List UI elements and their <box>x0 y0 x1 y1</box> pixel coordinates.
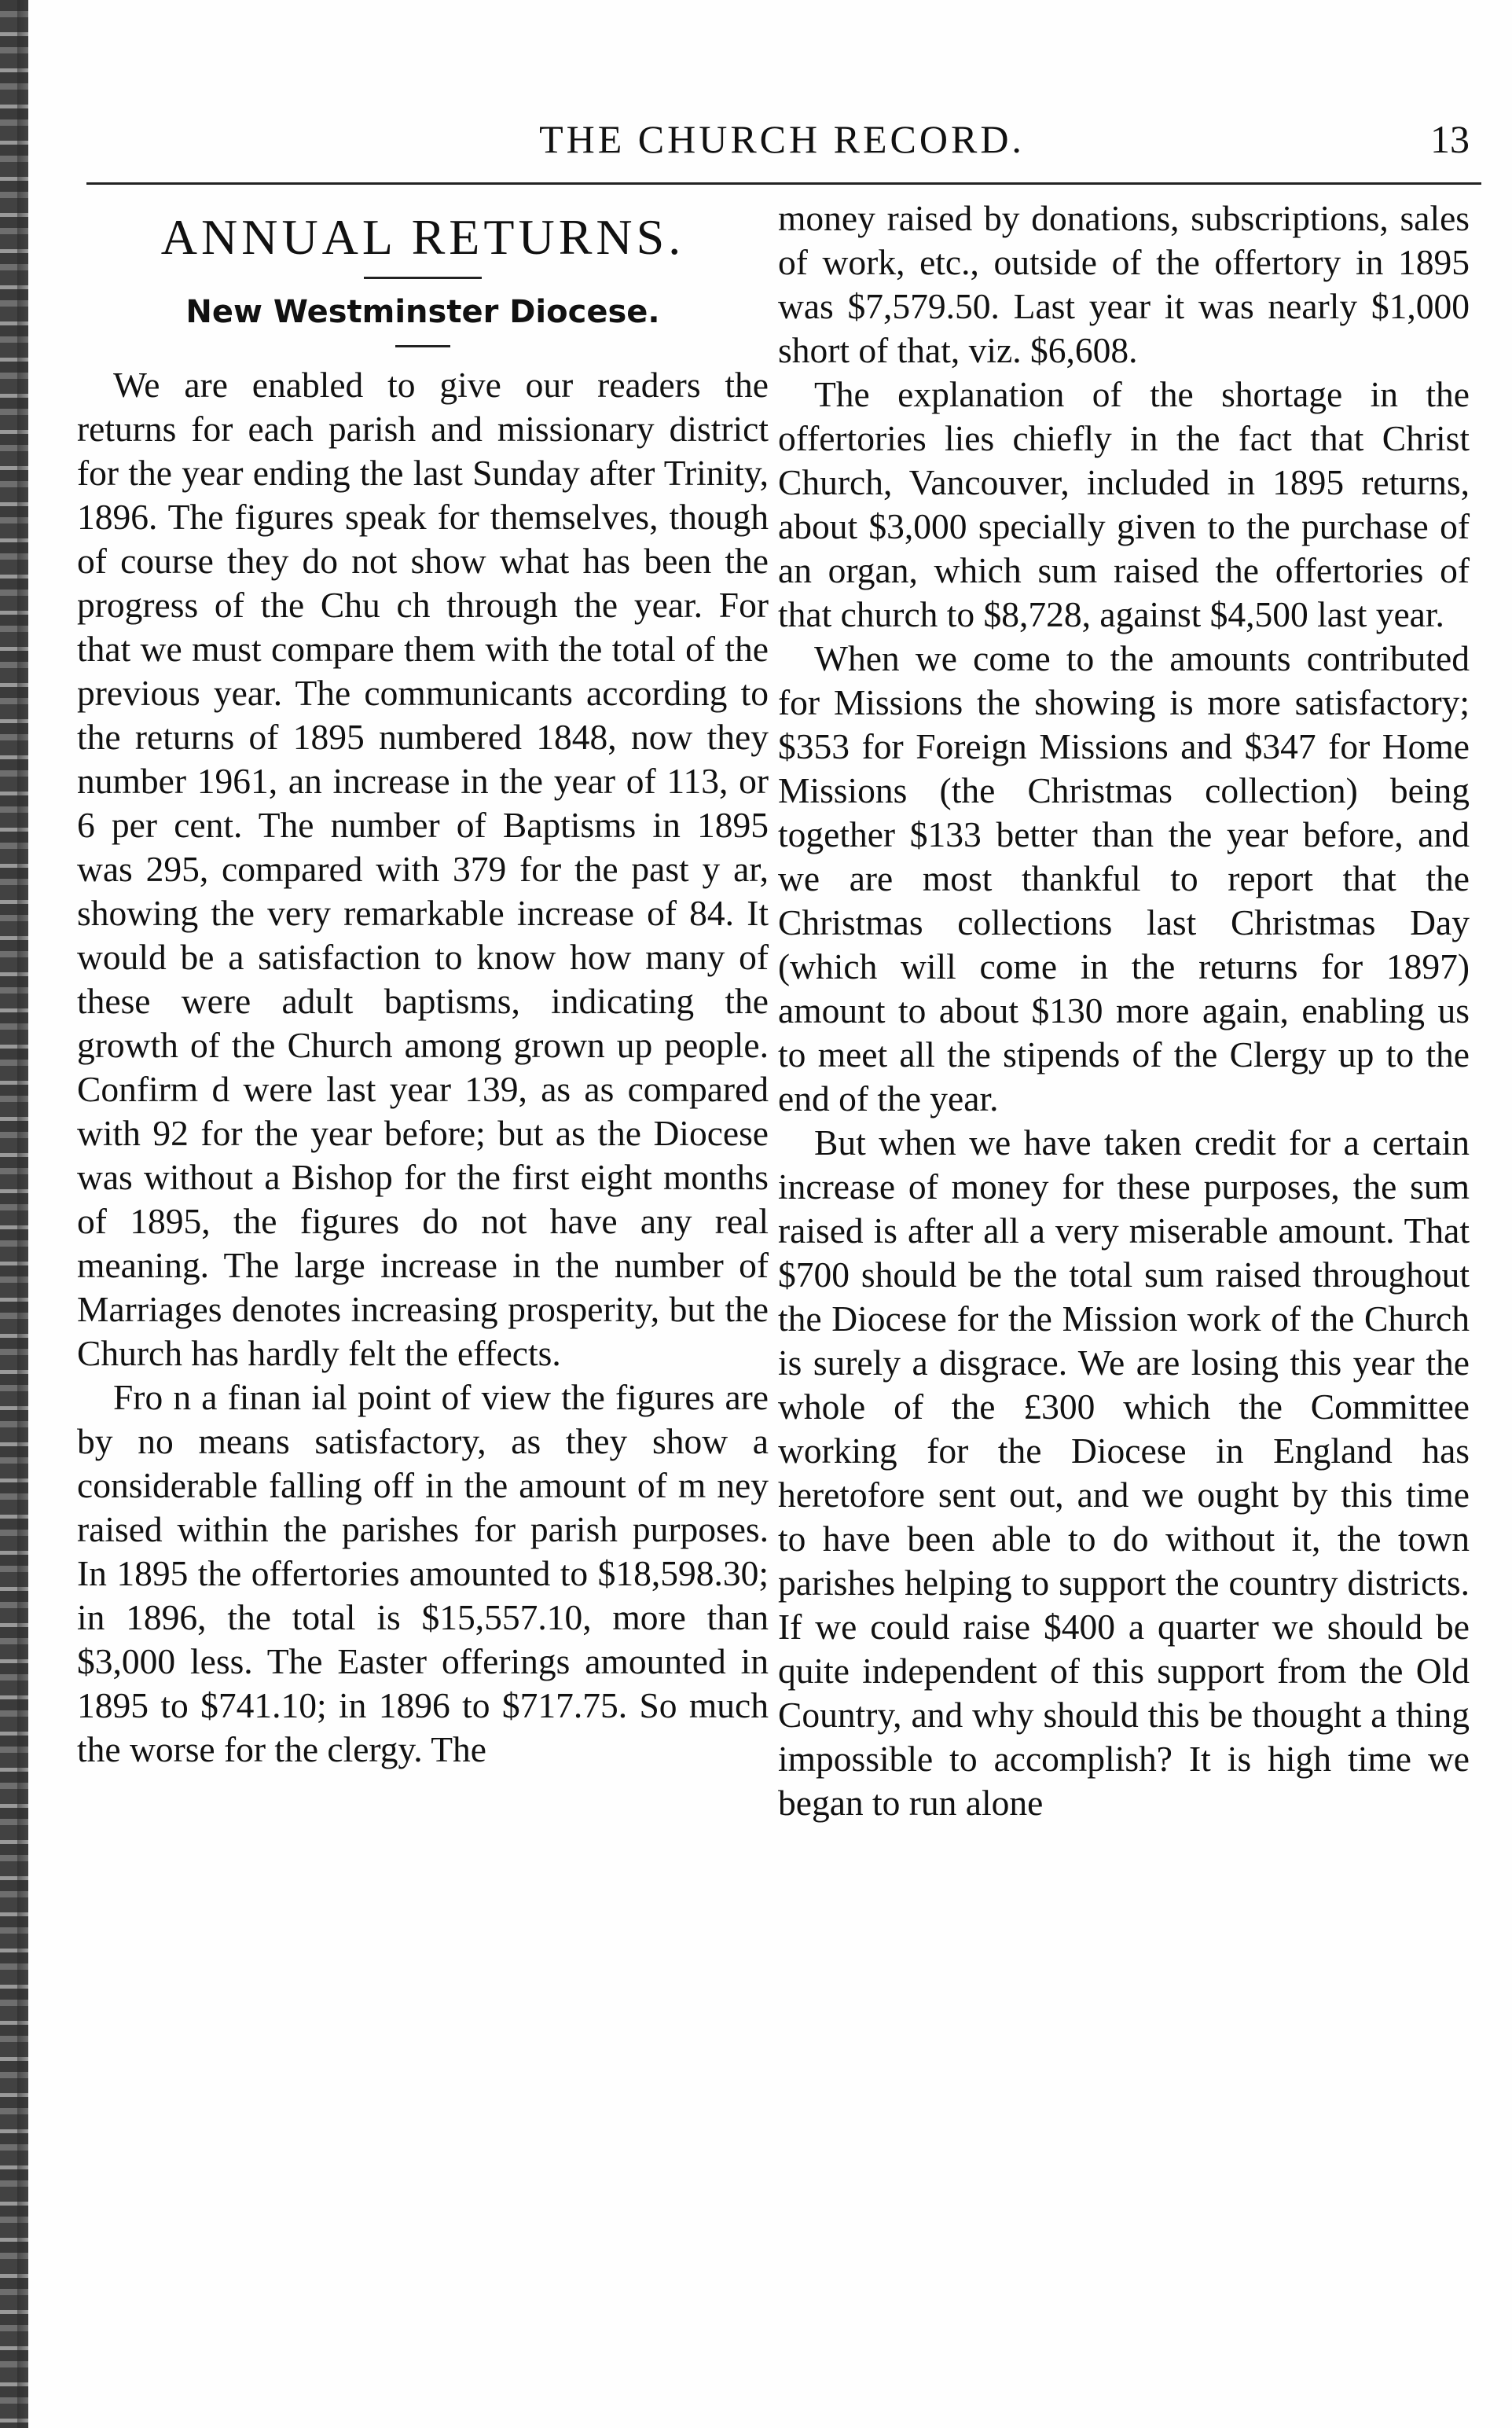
left-column <box>77 197 769 1772</box>
right-column <box>778 197 1470 1825</box>
paragraph-financial: Fro n a finan ial point of view the figures are by no means satisfactory, as they show a considerable falling off in the amount of m ney raised within the parishes for parish purposes. In 1895 the offertories amounted to $18,598.30; in 1896, the total is $15,557.10, more than $3,000 less. The Easter offerings amounted in 1895 to $741.10; in 1896 to $717.75. So much the worse for the clergy. The <box>77 1377 769 1769</box>
page-binding-edge <box>0 0 28 2428</box>
paragraph-disgrace: But when we have taken credit for a certain increase of money for these purposes, the sum raised is after all a very miserable amount. That $700 should be the total sum raised throughout the Diocese for the Mission work of the Church is surely a disgrace. We are losing this year the whole of the £300 which the Committee working for the Diocese in England has heretofore sent out, and we ought by this time to have been able to do without it, the town parishes helping to support the country districts. If we could raise $400 a quarter we should be quite independent of this support from the Old Country, and why should this be thought a thing impossible to accomplish? It is high time we began to run alone <box>778 1122 1470 1823</box>
paragraph-donations: money raised by donations, subscriptions, sales of work, etc., outside of the offertory in 1895 was $7,579.50. Last year it was nearly $1,000 short of that, viz. $6,608. <box>778 198 1470 370</box>
article-title: ANNUAL RETURNS. <box>160 209 685 265</box>
header-rule <box>86 182 1481 185</box>
paragraph-missions: When we come to the amounts contributed for Missions the showing is more satisfactory; $353 for Foreign Missions and $347 for Home Missions (the Christmas collection) being together $133 better than the year before, and we are most thankful to report that the Christmas collections last Christmas Day (which will come in the returns for 1897) amount to about $130 more again, enabling us to meet all the stipends of the Clergy up to the end of the year. <box>778 638 1470 1118</box>
paragraph-communicants: We are enabled to give our readers the returns for each parish and missionary district for the year ending the last Sunday after Trinity, 1896. The figures speak for themselves, though of course they do not show what has been the progress of the Chu ch through the year. For that we must compare them with the total of the previous year. The communicants according to the returns of 1895 numbered 1848, now they number 1961, an increase in the year of 113, or 6 per cent. The number of Baptisms in 1895 was 295, compared with 379 for the past y ar, showing the very remarkable increase of 84. It would be a satisfaction to know how many of these were adult baptisms, indicating the growth of the Church among grown up people. Confirm d were last year 139, as as compared with 92 for the year before; but as the Diocese was without a Bishop for the first eight months of 1895, the figures do not have any real meaning. The large increase in the number of Marriages denotes increasing prosperity, but the Church has hardly felt the effects. <box>77 365 769 1373</box>
running-title: THE CHURCH RECORD. <box>539 117 1025 161</box>
page-number: 13 <box>1430 117 1470 161</box>
paragraph-shortage: The explanation of the shortage in the offertories lies chiefly in the fact that Christ Church, Vancouver, included in 1895 returns, about $3,000 specially given to the purchase of an organ, which sum raised the offertories of that church to $8,728, against $4,500 last year. <box>778 374 1470 634</box>
article-subtitle: New Westminster Diocese. <box>185 294 660 330</box>
page-header <box>94 116 1470 171</box>
title-rule <box>364 277 482 279</box>
subtitle-rule <box>395 345 450 347</box>
